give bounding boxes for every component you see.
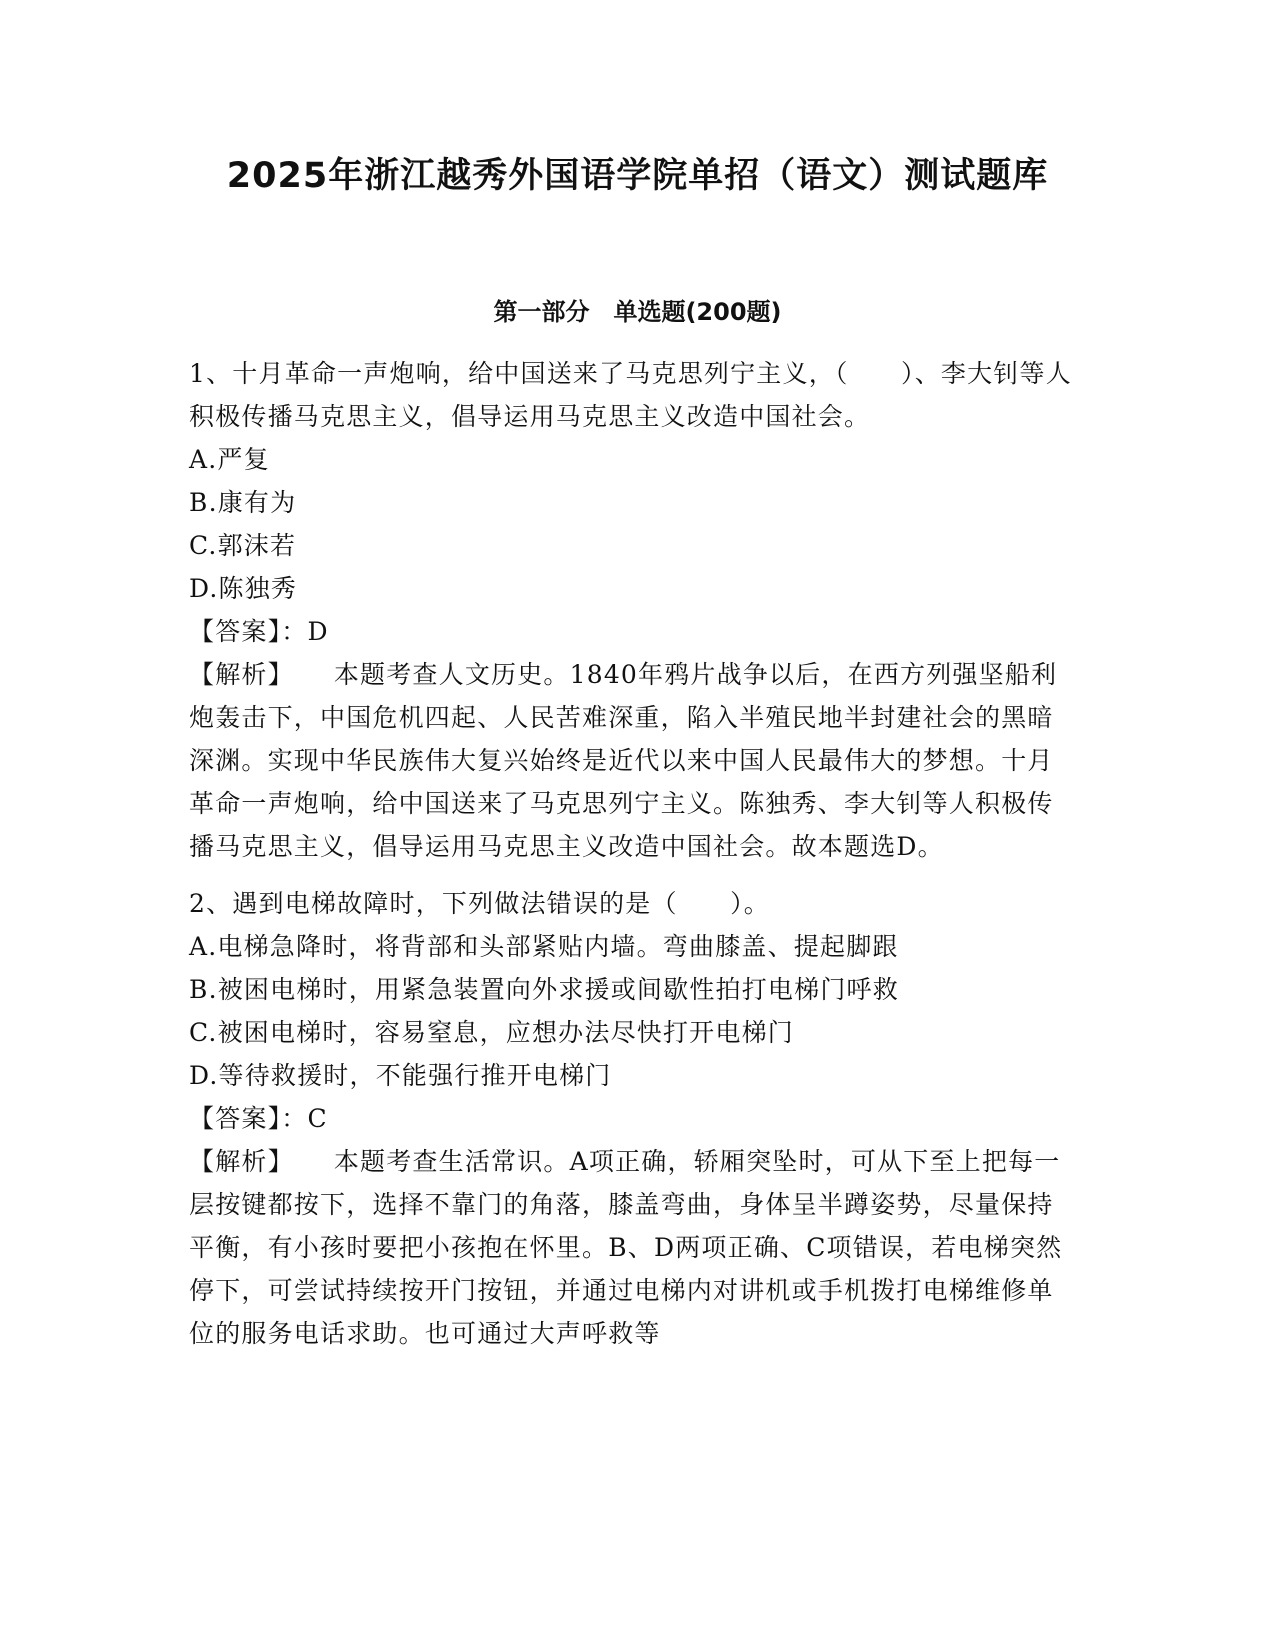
answer: 【答案】：D [189,617,329,646]
option-b: B.康有为 [189,488,297,517]
option-d: D.等待救援时，不能强行推开电梯门 [189,1061,612,1090]
answer: 【答案】：C [189,1104,328,1133]
question-item [189,352,1079,868]
analysis-text: 本题考查生活常识。A项正确，轿厢突坠时，可从下至上把每一层按键都按下，选择不靠门的角落，膝盖弯曲，身体呈半蹲姿势，尽量保持平衡，有小孩时要把小孩抱在怀里。B、D两项正确、C项错误，若电梯突然停下，可尝试持续按开门按钮，并通过电梯内对讲机或手机拨打电梯维修单位的服务电话求助。也可通过大声呼救等 [189,1147,1063,1348]
analysis [189,653,1079,868]
question-stem: 1、十月革命一声炮响，给中国送来了马克思列宁主义，（ ）、李大钊等人积极传播马克思主义，倡导运用马克思主义改造中国社会。 [189,359,1072,431]
question-item [189,882,1079,1355]
option-d: D.陈独秀 [189,574,298,603]
analysis [189,1140,1079,1355]
option-a: A.严复 [189,445,270,474]
analysis-label: 【解析】 [189,660,294,689]
document-title: 2025年浙江越秀外国语学院单招（语文）测试题库 [226,156,1049,196]
analysis-text: 本题考查人文历史。1840年鸦片战争以后，在西方列强坚船利炮轰击下，中国危机四起、人民苦难深重，陷入半殖民地半封建社会的黑暗深渊。实现中华民族伟大复兴始终是近代以来中国人民最伟大的梦想。十月革命一声炮响，给中国送来了马克思列宁主义。陈独秀、李大钊等人积极传播马克思主义，倡导运用马克思主义改造中国社会。故本题选D。 [189,660,1058,861]
analysis-label: 【解析】 [189,1147,294,1176]
option-a: A.电梯急降时，将背部和头部紧贴内墙。弯曲膝盖、提起脚跟 [189,932,899,961]
option-c: C.被困电梯时，容易窒息，应想办法尽快打开电梯门 [189,1018,794,1047]
option-c: C.郭沫若 [189,531,297,560]
question-stem: 2、遇到电梯故障时，下列做法错误的是（ ）。 [189,889,771,918]
option-b: B.被困电梯时，用紧急装置向外求援或间歇性拍打电梯门呼救 [189,975,899,1004]
question-list [189,352,1079,1355]
section-title: 第一部分 单选题(200题) [493,298,782,326]
